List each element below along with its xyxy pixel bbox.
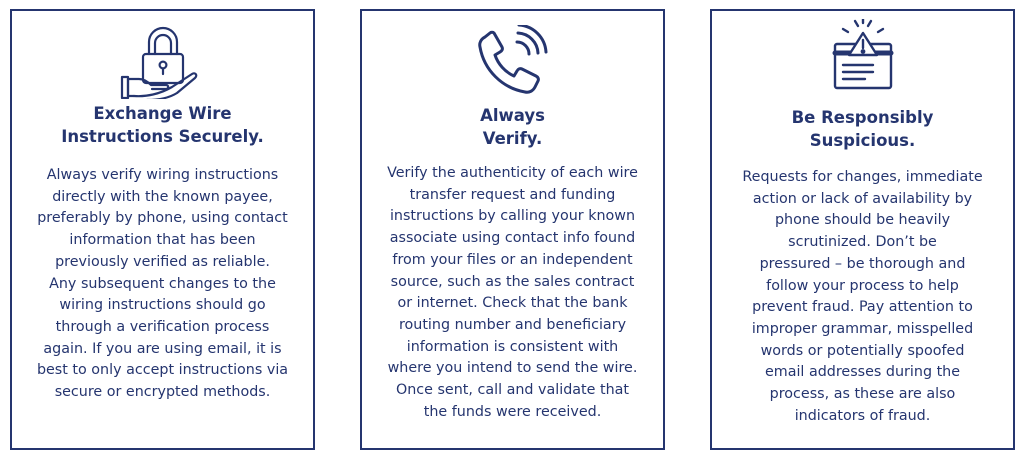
body-line: pressured – be thorough and (759, 255, 966, 272)
body-line: prevent fraud. Pay attention to (752, 299, 973, 316)
body-line: the funds were received. (423, 403, 602, 420)
card-body (712, 167, 1013, 427)
body-line: Always verify wiring instructions (46, 167, 279, 183)
card-exchange-wire (10, 9, 315, 450)
body-line: previously verified as reliable. (55, 253, 270, 270)
body-line: through a verification process (55, 318, 270, 335)
card-title-line: Suspicious. (809, 131, 916, 150)
body-line: words or potentially spoofed (760, 342, 965, 359)
body-line: from your files or an independent (392, 251, 633, 268)
card-title-line: Instructions Securely. (61, 127, 264, 146)
body-line: follow your process to help (766, 277, 959, 294)
card-title-line: Always (480, 106, 545, 125)
body-line: best to only accept instructions via (36, 362, 289, 379)
body-line: indicators of fraud. (794, 407, 931, 424)
body-line: associate using contact info found (389, 230, 636, 247)
card-title (712, 106, 1013, 152)
credit-card-warning-icon (821, 19, 905, 97)
body-line: preferably by phone, using contact (37, 210, 288, 227)
body-line: Once sent, call and validate that (395, 382, 630, 399)
card-title (362, 104, 663, 150)
phone-ringing-icon (474, 25, 552, 97)
body-line: scrutinized. Don’t be (788, 234, 937, 251)
card-title-line: Verify. (482, 129, 543, 148)
hand-holding-padlock-icon (118, 23, 208, 99)
body-line: directly with the known payee, (52, 188, 273, 205)
body-line: improper grammar, misspelled (751, 320, 974, 337)
card-be-suspicious (710, 9, 1015, 450)
body-line: or internet. Check that the bank (397, 295, 628, 312)
body-line: wiring instructions should go (59, 297, 266, 314)
body-line: instructions by calling your known (389, 208, 636, 225)
card-title-line: Be Responsibly (791, 108, 934, 127)
body-line: phone should be heavily (774, 212, 951, 229)
body-line: process, as these are also (769, 386, 956, 403)
body-line: Verify the authenticity of each wire (387, 165, 638, 181)
body-line: again. If you are using email, it is (43, 340, 282, 357)
body-line: information is consistent with (406, 338, 619, 355)
card-title (12, 102, 313, 148)
card-always-verify (360, 9, 665, 450)
body-line: secure or encrypted methods. (54, 384, 271, 401)
body-line: email addresses during the (764, 364, 961, 381)
body-line: information that has been (69, 232, 256, 249)
body-line: Requests for changes, immediate (742, 169, 983, 185)
body-line: where you intend to send the wire. (387, 360, 638, 377)
card-body (362, 163, 663, 423)
body-line: Any subsequent changes to the (49, 275, 276, 292)
card-title-line: Exchange Wire (93, 104, 232, 123)
body-line: action or lack of availability by (752, 190, 973, 207)
body-line: routing number and beneficiary (398, 316, 627, 333)
card-body (12, 165, 313, 404)
body-line: transfer request and funding (409, 186, 616, 203)
body-line: source, such as the sales contract (390, 273, 635, 290)
